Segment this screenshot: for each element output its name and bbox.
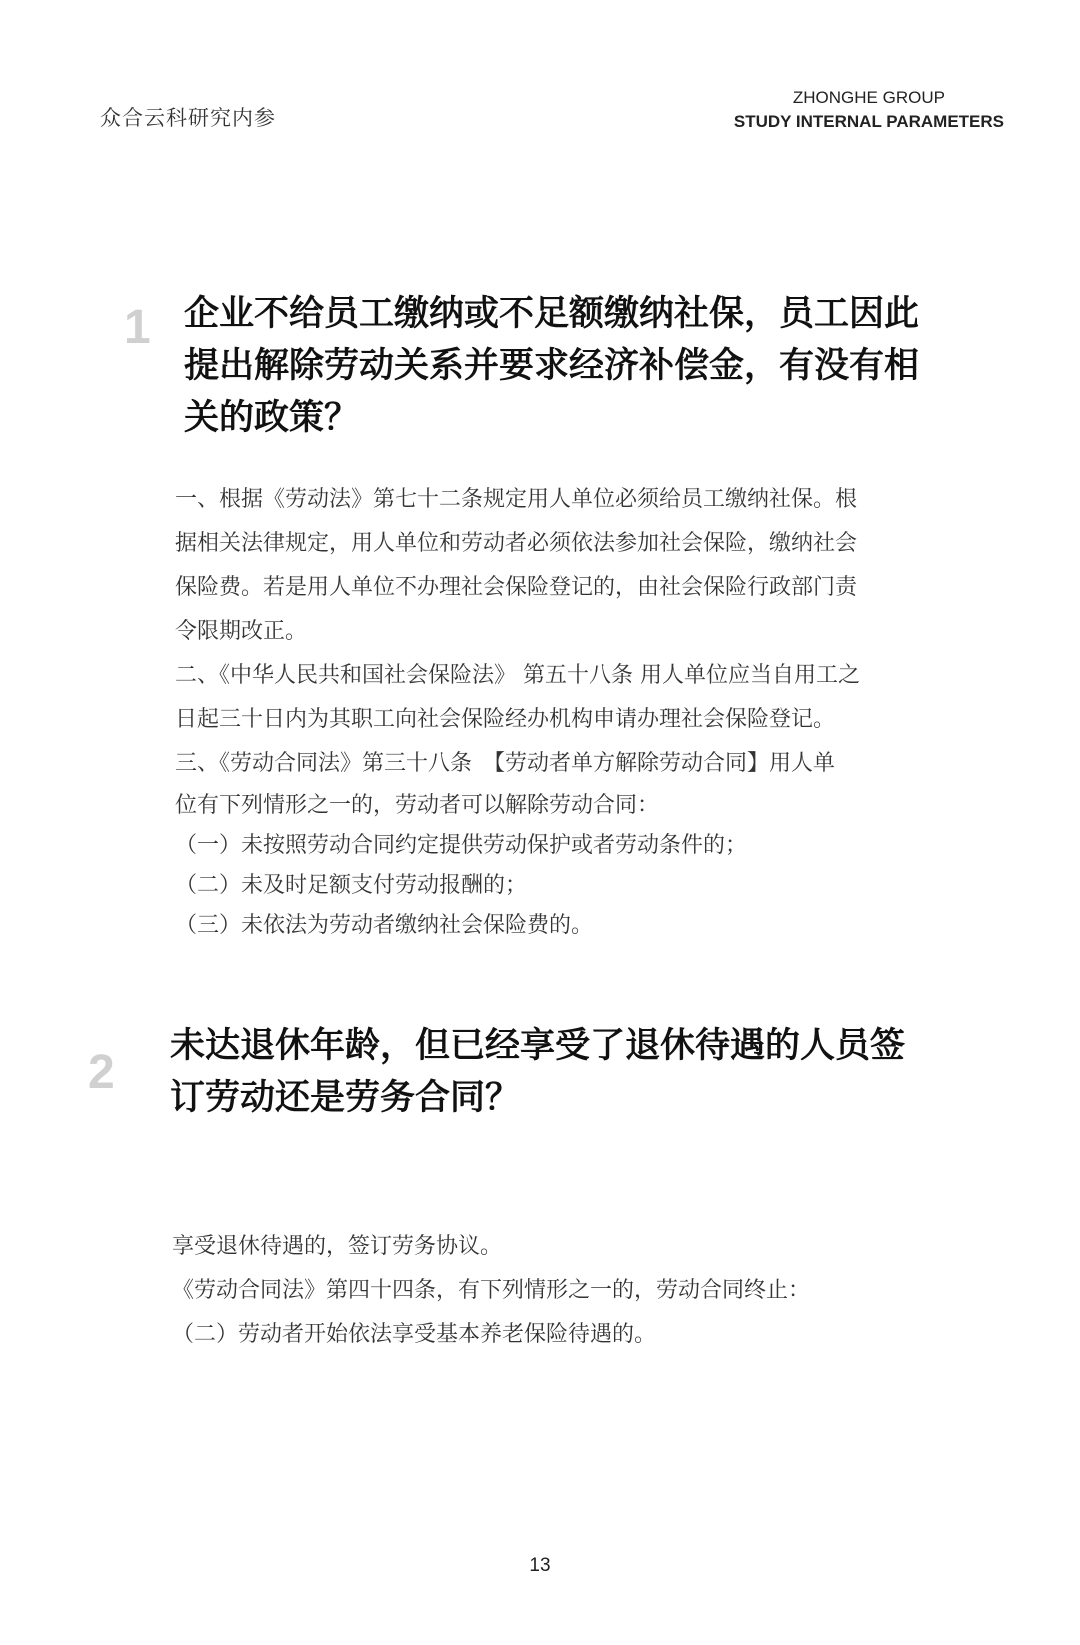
header-publication-title: 众合云科研究内参	[100, 106, 276, 130]
header-brand-line1: ZHONGHE GROUP	[792, 88, 945, 107]
section-1-title-line: 关的政策？	[184, 398, 360, 438]
section-1-body-line: （二）未及时足额支付劳动报酬的；	[175, 873, 528, 898]
section-1-body-line: 保险费。若是用人单位不办理社会保险登记的，由社会保险行政部门责	[175, 575, 858, 600]
header-brand	[734, 86, 1004, 134]
section-1-body-line: 位有下列情形之一的，劳动者可以解除劳动合同：	[175, 793, 660, 818]
section-2-body-line: （二）劳动者开始依法享受基本养老保险待遇的。	[172, 1322, 657, 1347]
section-1-body-line: 据相关法律规定，用人单位和劳动者必须依法参加社会保险，缴纳社会	[175, 531, 858, 556]
section-2-body	[172, 1225, 952, 1357]
section-1-body-line: 令限期改正。	[175, 619, 308, 644]
section-1-number: 1	[124, 301, 151, 354]
section-1-title	[184, 288, 964, 444]
section-2-number: 2	[88, 1046, 115, 1099]
section-1-body-line: 二、《中华人民共和国社会保险法》 第五十八条 用人单位应当自用工之	[175, 663, 860, 688]
section-2-title	[170, 1020, 950, 1124]
section-1-body	[175, 478, 955, 946]
page-number: 13	[529, 1555, 551, 1576]
section-2-title-line: 订劳动还是劳务合同？	[170, 1078, 521, 1118]
section-1-body-line: （一）未按照劳动合同约定提供劳动保护或者劳动条件的；	[175, 833, 748, 858]
header-brand-line2: STUDY INTERNAL PARAMETERS	[733, 112, 1004, 131]
section-1-body-line: 三、《劳动合同法》第三十八条 【劳动者单方解除劳动合同】用人单	[175, 751, 836, 776]
section-2-body-line: 《劳动合同法》第四十四条，有下列情形之一的，劳动合同终止：	[172, 1278, 811, 1303]
section-2-body-line: 享受退休待遇的，签订劳务协议。	[172, 1234, 503, 1259]
section-1-body-line: （三）未依法为劳动者缴纳社会保险费的。	[175, 913, 594, 938]
section-1-title-line: 企业不给员工缴纳或不足额缴纳社保，员工因此	[184, 294, 920, 334]
section-1-title-line: 提出解除劳动关系并要求经济补偿金，有没有相	[184, 346, 920, 386]
section-2-title-line: 未达退休年龄，但已经享受了退休待遇的人员签	[170, 1026, 906, 1066]
section-1-body-line: 一、根据《劳动法》第七十二条规定用人单位必须给员工缴纳社保。根	[175, 487, 858, 512]
section-1-body-line: 日起三十日内为其职工向社会保险经办机构申请办理社会保险登记。	[175, 707, 836, 732]
